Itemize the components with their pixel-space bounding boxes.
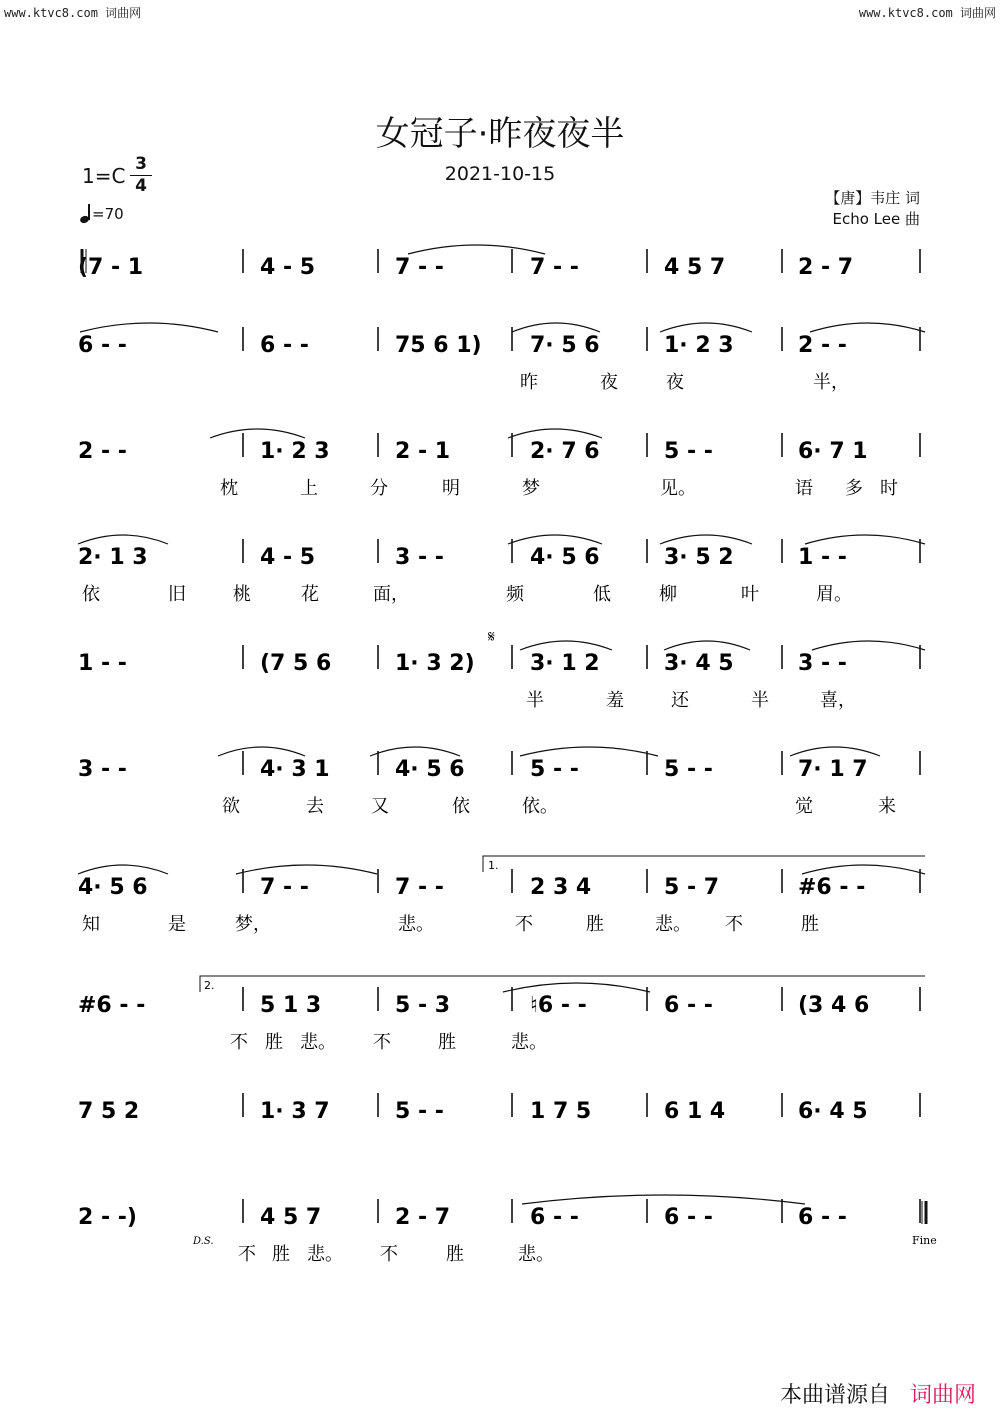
lyric-word: 不	[230, 1032, 248, 1053]
measure-notes: 2 3 4	[530, 875, 592, 900]
watermark-left: www.ktvc8.com 词曲网	[4, 6, 142, 20]
measure-notes: 3 - -	[798, 651, 847, 676]
measure-notes: 3· 5 2	[664, 545, 734, 570]
measure-notes: 75 6 1)	[395, 333, 482, 358]
measure-notes: 7 5 2	[78, 1099, 140, 1124]
song-date: 2021-10-15	[444, 163, 556, 185]
lyric-word: 面，	[373, 584, 409, 605]
lyric-word: 又	[371, 796, 389, 817]
measure-notes: 7 - -	[395, 255, 444, 280]
measure-notes: 6 - -	[78, 333, 127, 358]
slur	[660, 323, 752, 332]
lyric-word: 依	[82, 584, 100, 605]
measure-notes: 2 - 7	[798, 255, 854, 280]
time-sig-bottom: 4	[135, 176, 147, 196]
measure-notes: 3 - -	[78, 757, 127, 782]
lyric-word: 叶	[741, 584, 759, 605]
slur	[810, 323, 925, 332]
measure-notes: 3· 1 2	[530, 651, 600, 676]
slur	[512, 323, 600, 332]
slur	[664, 641, 750, 650]
lyric-word: 夜	[600, 372, 618, 393]
slur	[218, 747, 305, 756]
slur	[805, 535, 925, 544]
time-sig-top: 3	[135, 154, 147, 174]
measure-notes: 5 - -	[530, 757, 579, 782]
fine-marking: Fine	[912, 1234, 937, 1247]
measure-notes: 1 - -	[798, 545, 847, 570]
slur	[236, 865, 377, 874]
measure-notes: 4 - 5	[260, 255, 316, 280]
lyric-word: 上	[300, 478, 318, 499]
lyric-word: 多	[845, 478, 863, 499]
lyric-word: 胜	[586, 914, 604, 935]
lyric-word: 觉	[795, 796, 813, 817]
key-signature: 1=C	[82, 164, 126, 188]
measure-notes: 2 - 1	[395, 439, 451, 464]
lyric-word: 依	[452, 796, 470, 817]
measure-notes: 6· 7 1	[798, 439, 868, 464]
measure-notes: 3 - -	[395, 545, 444, 570]
measure-notes: 7 - -	[260, 875, 309, 900]
lyric-word: 不	[515, 914, 533, 935]
measure-notes: 6 - -	[260, 333, 309, 358]
lyric-word: 悲。	[511, 1032, 547, 1053]
measure-notes: 5 - -	[664, 757, 713, 782]
measure-notes: ♮6 - -	[530, 993, 587, 1018]
volta-2-bracket	[200, 976, 925, 992]
measure-notes: 2· 1 3	[78, 545, 148, 570]
measure-notes: (7 - 1	[78, 255, 144, 280]
lyric-word: 频	[506, 584, 524, 605]
lyric-word: 昨	[520, 372, 538, 393]
slur	[503, 983, 650, 992]
measure-notes: 3· 4 5	[664, 651, 734, 676]
lyric-word: 不	[725, 914, 743, 935]
measure-notes: 1 - -	[78, 651, 127, 676]
lyric-word: 胜	[272, 1244, 290, 1265]
lyric-word: 胜	[265, 1032, 283, 1053]
lyricist-credit: 【唐】韦庄 词	[825, 189, 920, 207]
lyric-word: 还	[671, 690, 689, 711]
measure-notes: #6 - -	[798, 875, 866, 900]
lyric-word: 悲。	[398, 914, 434, 935]
volta-2-label: 2.	[204, 979, 215, 992]
measure-notes: 5 1 3	[260, 993, 322, 1018]
lyric-word: 胜	[801, 914, 819, 935]
measure-notes: 4· 5 6	[395, 757, 465, 782]
measure-notes: 6 - -	[530, 1205, 579, 1230]
slur	[508, 535, 602, 544]
slur	[78, 865, 168, 874]
lyric-word: 分	[370, 478, 388, 499]
measure-notes: 1· 3 2)	[395, 651, 475, 676]
lyric-word: 半	[526, 690, 544, 711]
measure-notes: 5 - 3	[395, 993, 451, 1018]
lyric-word: 时	[880, 478, 898, 499]
ds-marking: D.S.	[193, 1236, 214, 1247]
lyric-word: 明	[442, 478, 460, 499]
slur	[78, 535, 168, 544]
footer-brand: 词曲网	[909, 1383, 976, 1408]
measure-notes: 5 - -	[395, 1099, 444, 1124]
slur	[210, 429, 305, 438]
measure-notes: 2 - -)	[78, 1205, 137, 1230]
lyric-word: 柳	[659, 584, 677, 605]
measure-notes: 7· 1 7	[798, 757, 868, 782]
measure-notes: (3 4 6	[798, 993, 870, 1018]
measure-notes: 1· 2 3	[664, 333, 734, 358]
measure-notes: (7 5 6	[260, 651, 332, 676]
lyric-word: 旧	[168, 584, 186, 605]
slur	[802, 865, 925, 874]
slur	[520, 641, 612, 650]
measure-notes: 1· 2 3	[260, 439, 330, 464]
slur	[790, 747, 880, 756]
lyric-word: 去	[306, 796, 324, 817]
measure-notes: 4· 5 6	[530, 545, 600, 570]
lyric-word: 胜	[446, 1244, 464, 1265]
measure-notes: 4· 5 6	[78, 875, 148, 900]
lyric-word: 花	[301, 584, 319, 605]
slur	[522, 1195, 805, 1204]
lyric-word: 低	[593, 584, 611, 605]
lyric-word: 半	[751, 690, 769, 711]
lyric-word: 羞	[606, 690, 624, 711]
lyric-word: 不	[238, 1244, 256, 1265]
lyric-word: 见。	[660, 478, 696, 499]
lyric-word: 悲。	[307, 1244, 343, 1265]
slur	[80, 323, 218, 332]
slur	[370, 747, 460, 756]
lyric-word: 梦	[522, 478, 540, 499]
measure-notes: 7· 5 6	[530, 333, 600, 358]
lyric-word: 喜，	[820, 690, 856, 711]
measure-notes: 6 1 4	[664, 1099, 726, 1124]
measure-notes: 4 5 7	[260, 1205, 322, 1230]
lyric-word: 悲。	[300, 1032, 336, 1053]
volta-1-bracket	[483, 856, 925, 872]
slur	[812, 641, 925, 650]
lyric-word: 眉。	[816, 584, 852, 605]
slur	[520, 747, 658, 756]
measure-notes: 7 - -	[530, 255, 579, 280]
lyric-word: 依。	[522, 796, 558, 817]
slur	[508, 429, 602, 438]
lyric-word: 悲。	[655, 914, 691, 935]
measure-notes: 6· 4 5	[798, 1099, 868, 1124]
lyric-word: 胜	[438, 1032, 456, 1053]
lyric-word: 桃	[233, 584, 251, 605]
measure-notes: 1· 3 7	[260, 1099, 330, 1124]
measure-notes: 6 - -	[664, 993, 713, 1018]
slur	[660, 535, 752, 544]
lyric-word: 语	[795, 478, 813, 499]
lyric-word: 枕	[220, 478, 238, 499]
lyric-word: 来	[878, 796, 896, 817]
measure-notes: 4 5 7	[664, 255, 726, 280]
measure-notes: 2 - -	[798, 333, 847, 358]
measure-notes: 7 - -	[395, 875, 444, 900]
measure-notes: 6 - -	[798, 1205, 847, 1230]
lyric-word: 欲	[222, 796, 240, 817]
watermark-right: www.ktvc8.com 词曲网	[858, 6, 996, 20]
song-title: 女冠子·昨夜夜半	[375, 114, 625, 154]
lyric-word: 不	[380, 1244, 398, 1265]
measure-notes: 4 - 5	[260, 545, 316, 570]
measure-notes: 2 - 7	[395, 1205, 451, 1230]
segno-icon: 𝄋	[488, 627, 495, 646]
measure-notes: 2· 7 6	[530, 439, 600, 464]
lyric-word: 悲。	[518, 1244, 554, 1265]
composer-credit: Echo Lee 曲	[832, 210, 920, 228]
measure-notes: 6 - -	[664, 1205, 713, 1230]
lyric-word: 半，	[813, 372, 849, 393]
lyric-word: 夜	[666, 372, 684, 393]
footer-text: 本曲谱源自	[779, 1383, 890, 1408]
volta-1-label: 1.	[488, 859, 499, 872]
tempo-value: =70	[92, 205, 124, 223]
lyric-word: 不	[373, 1032, 391, 1053]
measure-notes: 2 - -	[78, 439, 127, 464]
measure-notes: 4· 3 1	[260, 757, 330, 782]
lyric-word: 是	[168, 914, 186, 935]
slur	[408, 245, 545, 254]
lyric-word: 知	[82, 914, 100, 935]
measure-notes: 5 - 7	[664, 875, 720, 900]
lyric-word: 梦，	[235, 914, 271, 935]
measure-notes: 5 - -	[664, 439, 713, 464]
measure-notes: 1 7 5	[530, 1099, 592, 1124]
measure-notes: #6 - -	[78, 993, 146, 1018]
footer-source	[780, 1378, 976, 1409]
